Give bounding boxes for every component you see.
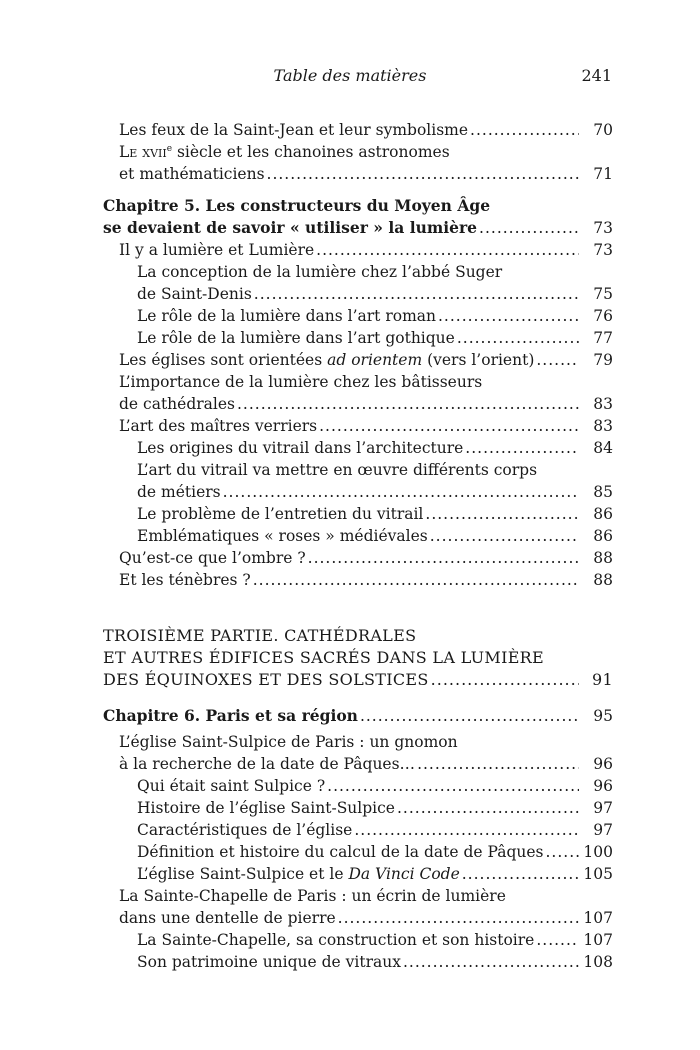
toc-entry: Le problème de l’entretien du vitrail ..... 86: [103, 503, 613, 525]
toc-entry: L’importance de la lumière chez les bâtisseurs de cathédrales ..... 83: [103, 371, 613, 415]
toc-page: 84: [593, 439, 613, 457]
toc-entry: Définition et histoire du calcul de la date de Pâques ..... 100: [103, 841, 613, 863]
toc-page: 77: [593, 329, 613, 347]
toc-page: 96: [593, 777, 613, 795]
toc-entry: Son patrimoine unique de vitraux ..... 108: [103, 951, 613, 973]
toc-page: 73: [593, 241, 613, 259]
toc-page: 96: [593, 755, 613, 773]
toc-entry: Le rôle de la lumière dans l’art roman ..... 76: [103, 305, 613, 327]
toc-page: 86: [593, 527, 613, 545]
page-number: 241: [581, 66, 612, 85]
chapter-heading: Chapitre 5. Les constructeurs du Moyen Âge se devaient de savoir « utiliser » la lumière ..... 73: [103, 195, 613, 239]
toc-page: 108: [583, 953, 613, 971]
toc-entry: Le rôle de la lumière dans l’art gothique ..... 77: [103, 327, 613, 349]
toc-entry: La Sainte-Chapelle de Paris : un écrin de lumière dans une dentelle de pierre ..... 107: [103, 885, 613, 929]
toc-entry: Qu’est-ce que l’ombre ? ..... 88: [103, 547, 613, 569]
toc-page: 107: [583, 909, 613, 927]
toc-page: 83: [593, 417, 613, 435]
chapter-heading: Chapitre 6. Paris et sa région ..... 95: [103, 705, 613, 727]
toc-page: 105: [583, 865, 613, 883]
toc-entry: Les églises sont orientées ad orientem (vers l’orient) ..... 79: [103, 349, 613, 371]
toc-entry: Il y a lumière et Lumière ..... 73: [103, 239, 613, 261]
page-title: Table des matières: [273, 66, 427, 85]
toc-page: 83: [593, 395, 613, 413]
toc-page: 91: [592, 670, 613, 689]
toc-entry: La conception de la lumière chez l’abbé Suger de Saint-Denis ..... 75: [103, 261, 613, 305]
toc-entry: Les origines du vitrail dans l’architecture ..... 84: [103, 437, 613, 459]
toc-entry: La Sainte-Chapelle, sa construction et son histoire ..... 107: [103, 929, 613, 951]
toc-page: 71: [593, 165, 613, 183]
toc-entry: Et les ténèbres ? ..... 88: [103, 569, 613, 591]
running-head: [0, 66, 700, 90]
table-of-contents: [103, 119, 613, 973]
toc-entry: Le xvii$^e$ siècle et les chanoines astronomes et mathématiciens ..... 71: [103, 141, 613, 185]
toc-entry: Les feux de la Saint-Jean et leur symbolisme ..... 70: [103, 119, 613, 141]
toc-entry: L’art du vitrail va mettre en œuvre différents corps de métiers ..... 85: [103, 459, 613, 503]
part-heading: TROISIÈME PARTIE. CATHÉDRALES ET AUTRES ÉDIFICES SACRÉS DANS LA LUMIÈRE DES ÉQUINOXES ET DES SOLSTICES ..... 91: [103, 625, 613, 691]
toc-page: 107: [583, 931, 613, 949]
toc-page: 97: [593, 799, 613, 817]
toc-page: 75: [593, 285, 613, 303]
toc-entry: L’art des maîtres verriers ..... 83: [103, 415, 613, 437]
toc-entry: Qui était saint Sulpice ? ..... 96: [103, 775, 613, 797]
toc-entry: L’église Saint-Sulpice et le Da Vinci Code ..... 105: [103, 863, 613, 885]
toc-entry: Caractéristiques de l’église ..... 97: [103, 819, 613, 841]
toc-page: 70: [593, 121, 613, 139]
toc-page: 86: [593, 505, 613, 523]
toc-page: 73: [593, 219, 613, 237]
toc-entry: Emblématiques « roses » médiévales ..... 86: [103, 525, 613, 547]
toc-page: 79: [593, 351, 613, 369]
toc-page: 95: [593, 707, 613, 725]
toc-page: 97: [593, 821, 613, 839]
toc-page: 100: [583, 843, 613, 861]
toc-page: 88: [593, 571, 613, 589]
toc-page: 76: [593, 307, 613, 325]
toc-entry: Histoire de l’église Saint-Sulpice ..... 97: [103, 797, 613, 819]
toc-entry: L’église Saint-Sulpice de Paris : un gnomon à la recherche de la date de Pâques… ..... 96: [103, 731, 613, 775]
toc-page: 88: [593, 549, 613, 567]
toc-page: 85: [593, 483, 613, 501]
